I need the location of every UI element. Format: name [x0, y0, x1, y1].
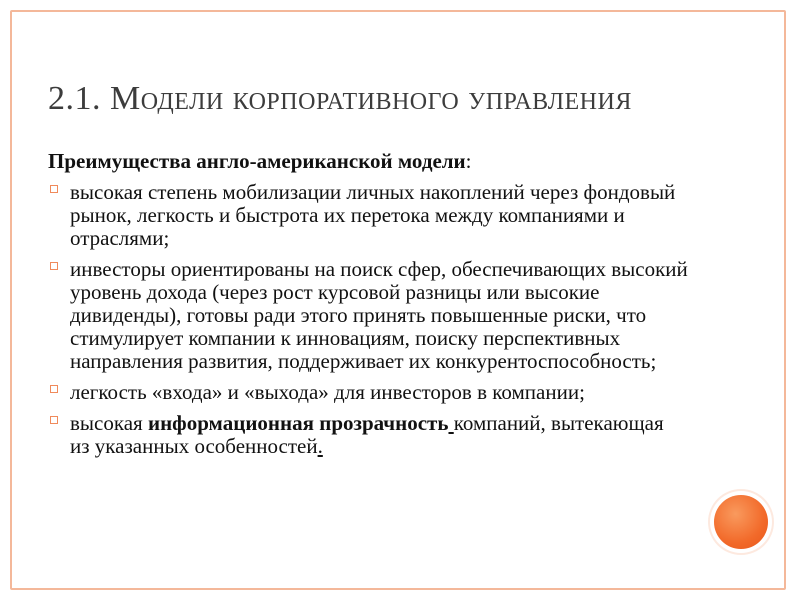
slide-content	[48, 150, 688, 466]
list-item-text-end: .	[317, 434, 323, 458]
list-item-text: легкость «входа» и «выхода» для инвесторов в компании;	[70, 380, 585, 404]
list-item	[48, 412, 688, 458]
slide-title	[48, 80, 632, 118]
bullet-square-icon	[50, 185, 58, 193]
bullet-square-icon	[50, 416, 58, 424]
list-item-text: инвесторы ориентированы на поиск сфер, обеспечивающих высокий уровень дохода (через рост курсовой разницы или высокие дивиденды), готовы ради этого принять повышенные риски, что стимулирует компании к инновациям, поиску перспективных направления развития, поддерживает их конкурентоспособность;	[70, 257, 688, 373]
list-item	[48, 181, 688, 250]
list-item-text-pre: высокая	[70, 411, 148, 435]
advantages-list	[48, 181, 688, 458]
heading-colon: :	[465, 149, 472, 173]
heading-text: Преимущества англо-американской модели	[48, 149, 466, 173]
list-item	[48, 258, 688, 373]
bullet-square-icon	[50, 262, 58, 270]
list-item-bold-text: информационная прозрачность	[147, 411, 449, 435]
content-heading	[48, 150, 688, 173]
list-item	[48, 381, 688, 404]
title-number: 2.1.	[48, 80, 110, 117]
list-item-text: высокая степень мобилизации личных накоплений через фондовый рынок, легкость и быстрота их перетока между компаниями и отраслями;	[70, 180, 676, 250]
decorative-orange-circle	[714, 495, 768, 549]
list-item-text-post: компаний, вытекающая из указанных особенностей	[70, 411, 664, 458]
title-text: Модели корпоративного управления	[110, 80, 632, 117]
bullet-square-icon	[50, 385, 58, 393]
